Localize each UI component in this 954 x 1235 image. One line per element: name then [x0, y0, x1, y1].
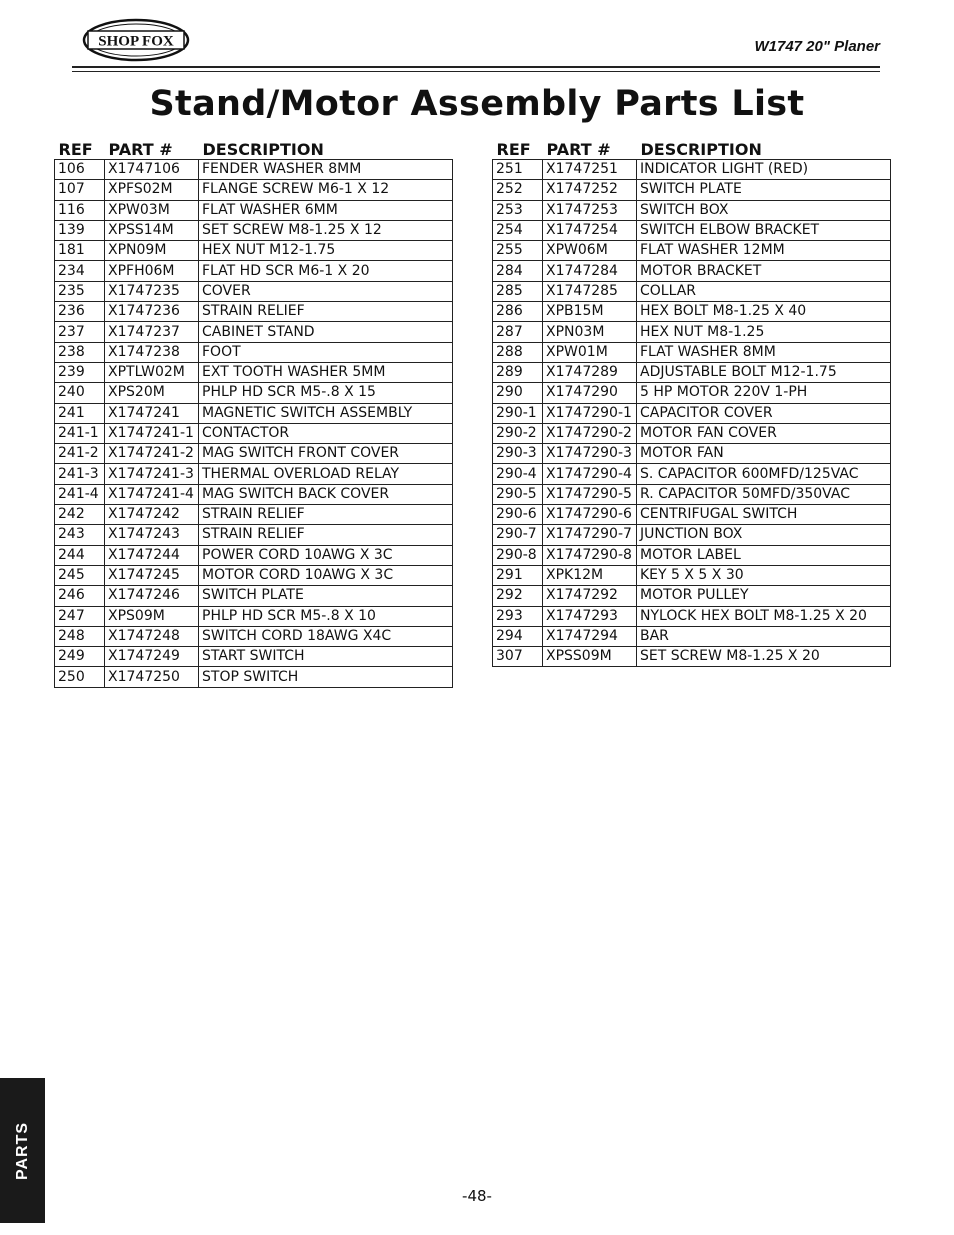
ref-cell: 290-6 — [493, 505, 543, 525]
part-number-cell: XPSS09M — [543, 647, 637, 667]
description-cell: BAR — [637, 626, 891, 646]
part-number-cell: XPS20M — [105, 383, 199, 403]
header-rule — [72, 66, 880, 68]
ref-cell: 290-8 — [493, 545, 543, 565]
description-cell: MAG SWITCH FRONT COVER — [199, 444, 453, 464]
table-header-row — [55, 135, 453, 160]
part-number-cell: X1747290-6 — [543, 505, 637, 525]
part-number-cell: X1747290-5 — [543, 484, 637, 504]
ref-cell: 107 — [55, 180, 105, 200]
part-number-cell: X1747254 — [543, 220, 637, 240]
description-cell: STRAIN RELIEF — [199, 525, 453, 545]
table-row — [493, 241, 891, 261]
ref-cell: 307 — [493, 647, 543, 667]
description-cell: CENTRIFUGAL SWITCH — [637, 505, 891, 525]
part-number-cell: X1747241-4 — [105, 484, 199, 504]
description-cell: MOTOR FAN — [637, 444, 891, 464]
ref-cell: 234 — [55, 261, 105, 281]
table-row — [55, 545, 453, 565]
description-cell: CAPACITOR COVER — [637, 403, 891, 423]
table-row — [55, 606, 453, 626]
page-title: Stand/Motor Assembly Parts List — [149, 84, 805, 124]
part-number-cell: XPW03M — [105, 200, 199, 220]
description-cell: MOTOR FAN COVER — [637, 423, 891, 443]
ref-cell: 294 — [493, 626, 543, 646]
ref-cell: 285 — [493, 281, 543, 301]
table-row — [55, 505, 453, 525]
description-cell: FLAT HD SCR M6-1 X 20 — [199, 261, 453, 281]
table-row — [55, 647, 453, 667]
col-header-part: PART # — [546, 140, 611, 159]
description-cell: COLLAR — [637, 281, 891, 301]
part-number-cell: X1747238 — [105, 342, 199, 362]
description-cell: EXT TOOTH WASHER 5MM — [199, 362, 453, 382]
part-number-cell: X1747290-3 — [543, 444, 637, 464]
description-cell: S. CAPACITOR 600MFD/125VAC — [637, 464, 891, 484]
part-number-cell: XPK12M — [543, 565, 637, 585]
part-number-cell: X1747294 — [543, 626, 637, 646]
description-cell: START SWITCH — [199, 647, 453, 667]
table-row — [493, 281, 891, 301]
part-number-cell: X1747290 — [543, 383, 637, 403]
table-row — [55, 302, 453, 322]
ref-cell: 290-7 — [493, 525, 543, 545]
description-cell: COVER — [199, 281, 453, 301]
table-row — [493, 606, 891, 626]
table-row — [55, 241, 453, 261]
ref-cell: 253 — [493, 200, 543, 220]
ref-cell: 293 — [493, 606, 543, 626]
ref-cell: 290-2 — [493, 423, 543, 443]
description-cell: MOTOR LABEL — [637, 545, 891, 565]
ref-cell: 246 — [55, 586, 105, 606]
table-row — [55, 342, 453, 362]
table-row — [55, 281, 453, 301]
table-row — [493, 180, 891, 200]
description-cell: 5 HP MOTOR 220V 1-PH — [637, 383, 891, 403]
ref-cell: 287 — [493, 322, 543, 342]
logo-badge-icon — [82, 18, 190, 62]
table-row — [55, 423, 453, 443]
description-cell: FLANGE SCREW M6-1 X 12 — [199, 180, 453, 200]
col-header-description: DESCRIPTION — [202, 140, 324, 159]
part-number-cell: X1747290-1 — [543, 403, 637, 423]
table-row — [55, 525, 453, 545]
part-number-cell: X1747285 — [543, 281, 637, 301]
table-row — [55, 444, 453, 464]
description-cell: SET SCREW M8-1.25 X 12 — [199, 220, 453, 240]
ref-cell: 254 — [493, 220, 543, 240]
description-cell: SWITCH ELBOW BRACKET — [637, 220, 891, 240]
table-row — [55, 362, 453, 382]
col-header-ref: REF — [496, 140, 531, 159]
part-number-cell: XPSS14M — [105, 220, 199, 240]
ref-cell: 181 — [55, 241, 105, 261]
ref-cell: 245 — [55, 565, 105, 585]
description-cell: CABINET STAND — [199, 322, 453, 342]
table-header-row — [493, 135, 891, 160]
part-number-cell: X1747245 — [105, 565, 199, 585]
table-row — [55, 403, 453, 423]
part-number-cell: XPW01M — [543, 342, 637, 362]
description-cell: HEX BOLT M8-1.25 X 40 — [637, 302, 891, 322]
table-row — [493, 647, 891, 667]
ref-cell: 239 — [55, 362, 105, 382]
table-row — [55, 667, 453, 687]
part-number-cell: XPTLW02M — [105, 362, 199, 382]
description-cell: STRAIN RELIEF — [199, 505, 453, 525]
part-number-cell: X1747241-2 — [105, 444, 199, 464]
part-number-cell: XPN09M — [105, 241, 199, 261]
table-row — [55, 261, 453, 281]
ref-cell: 243 — [55, 525, 105, 545]
description-cell: MOTOR CORD 10AWG X 3C — [199, 565, 453, 585]
description-cell: ADJUSTABLE BOLT M12-1.75 — [637, 362, 891, 382]
description-cell: R. CAPACITOR 50MFD/350VAC — [637, 484, 891, 504]
ref-cell: 291 — [493, 565, 543, 585]
description-cell: INDICATOR LIGHT (RED) — [637, 160, 891, 180]
ref-cell: 289 — [493, 362, 543, 382]
part-number-cell: XPFH06M — [105, 261, 199, 281]
table-row — [493, 261, 891, 281]
table-row — [493, 362, 891, 382]
description-cell: POWER CORD 10AWG X 3C — [199, 545, 453, 565]
shop-fox-logo — [82, 18, 190, 62]
description-cell: MOTOR PULLEY — [637, 586, 891, 606]
description-cell: KEY 5 X 5 X 30 — [637, 565, 891, 585]
description-cell: MAGNETIC SWITCH ASSEMBLY — [199, 403, 453, 423]
description-cell: STOP SWITCH — [199, 667, 453, 687]
col-header-part: PART # — [108, 140, 173, 159]
ref-cell: 251 — [493, 160, 543, 180]
description-cell: SWITCH CORD 18AWG X4C — [199, 626, 453, 646]
ref-cell: 235 — [55, 281, 105, 301]
description-cell: FLAT WASHER 6MM — [199, 200, 453, 220]
part-number-cell: XPS09M — [105, 606, 199, 626]
part-number-cell: X1747236 — [105, 302, 199, 322]
model-label: W1747 20" Planer — [754, 38, 880, 55]
part-number-cell: X1747290-8 — [543, 545, 637, 565]
ref-cell: 290-5 — [493, 484, 543, 504]
ref-cell: 241-4 — [55, 484, 105, 504]
part-number-cell: X1747253 — [543, 200, 637, 220]
ref-cell: 241-2 — [55, 444, 105, 464]
part-number-cell: X1747249 — [105, 647, 199, 667]
ref-cell: 286 — [493, 302, 543, 322]
ref-cell: 290 — [493, 383, 543, 403]
part-number-cell: X1747241 — [105, 403, 199, 423]
part-number-cell: X1747252 — [543, 180, 637, 200]
description-cell: CONTACTOR — [199, 423, 453, 443]
table-row — [493, 444, 891, 464]
ref-cell: 249 — [55, 647, 105, 667]
part-number-cell: XPN03M — [543, 322, 637, 342]
logo-text: SHOP FOX — [98, 33, 174, 50]
col-header-description: DESCRIPTION — [640, 140, 762, 159]
description-cell: SWITCH PLATE — [637, 180, 891, 200]
ref-cell: 288 — [493, 342, 543, 362]
description-cell: MOTOR BRACKET — [637, 261, 891, 281]
table-row — [55, 464, 453, 484]
part-number-cell: X1747284 — [543, 261, 637, 281]
description-cell: STRAIN RELIEF — [199, 302, 453, 322]
description-cell: HEX NUT M8-1.25 — [637, 322, 891, 342]
description-cell: FOOT — [199, 342, 453, 362]
table-row — [493, 423, 891, 443]
ref-cell: 290-4 — [493, 464, 543, 484]
description-cell: JUNCTION BOX — [637, 525, 891, 545]
part-number-cell: X1747290-2 — [543, 423, 637, 443]
ref-cell: 236 — [55, 302, 105, 322]
table-row — [493, 220, 891, 240]
table-row — [55, 626, 453, 646]
description-cell: MAG SWITCH BACK COVER — [199, 484, 453, 504]
part-number-cell: X1747243 — [105, 525, 199, 545]
part-number-cell: X1747292 — [543, 586, 637, 606]
part-number-cell: X1747290-7 — [543, 525, 637, 545]
ref-cell: 241-3 — [55, 464, 105, 484]
ref-cell: 247 — [55, 606, 105, 626]
part-number-cell: X1747106 — [105, 160, 199, 180]
table-row — [493, 403, 891, 423]
table-row — [493, 586, 891, 606]
table-row — [55, 200, 453, 220]
table-row — [493, 302, 891, 322]
table-row — [55, 383, 453, 403]
table-row — [493, 565, 891, 585]
ref-cell: 242 — [55, 505, 105, 525]
ref-cell: 290-1 — [493, 403, 543, 423]
description-cell: FLAT WASHER 12MM — [637, 241, 891, 261]
ref-cell: 241-1 — [55, 423, 105, 443]
ref-cell: 284 — [493, 261, 543, 281]
description-cell: FENDER WASHER 8MM — [199, 160, 453, 180]
table-row — [493, 322, 891, 342]
part-number-cell: X1747246 — [105, 586, 199, 606]
ref-cell: 241 — [55, 403, 105, 423]
part-number-cell: X1747290-4 — [543, 464, 637, 484]
section-tab-label: PARTS — [13, 1121, 31, 1180]
part-number-cell: X1747293 — [543, 606, 637, 626]
ref-cell: 292 — [493, 586, 543, 606]
table-row — [493, 545, 891, 565]
part-number-cell: X1747251 — [543, 160, 637, 180]
part-number-cell: XPB15M — [543, 302, 637, 322]
part-number-cell: X1747250 — [105, 667, 199, 687]
table-row — [493, 525, 891, 545]
description-cell: PHLP HD SCR M5-.8 X 15 — [199, 383, 453, 403]
ref-cell: 106 — [55, 160, 105, 180]
part-number-cell: XPW06M — [543, 241, 637, 261]
ref-cell: 244 — [55, 545, 105, 565]
ref-cell: 238 — [55, 342, 105, 362]
table-row — [493, 383, 891, 403]
parts-table-left — [54, 135, 453, 688]
ref-cell: 116 — [55, 200, 105, 220]
table-row — [493, 505, 891, 525]
ref-cell: 237 — [55, 322, 105, 342]
table-row — [55, 484, 453, 504]
description-cell: THERMAL OVERLOAD RELAY — [199, 464, 453, 484]
table-row — [493, 484, 891, 504]
table-row — [55, 586, 453, 606]
parts-table-right — [492, 135, 891, 667]
description-cell: PHLP HD SCR M5-.8 X 10 — [199, 606, 453, 626]
table-row — [55, 220, 453, 240]
part-number-cell: X1747244 — [105, 545, 199, 565]
table-row — [493, 342, 891, 362]
table-row — [493, 160, 891, 180]
col-header-ref: REF — [58, 140, 93, 159]
table-row — [55, 180, 453, 200]
page-number: -48- — [462, 1187, 492, 1205]
table-row — [55, 160, 453, 180]
ref-cell: 290-3 — [493, 444, 543, 464]
ref-cell: 250 — [55, 667, 105, 687]
part-number-cell: X1747241-3 — [105, 464, 199, 484]
part-number-cell: X1747242 — [105, 505, 199, 525]
part-number-cell: X1747248 — [105, 626, 199, 646]
header-rule-thin — [72, 71, 880, 72]
ref-cell: 248 — [55, 626, 105, 646]
description-cell: SWITCH PLATE — [199, 586, 453, 606]
ref-cell: 240 — [55, 383, 105, 403]
table-row — [493, 626, 891, 646]
description-cell: SWITCH BOX — [637, 200, 891, 220]
ref-cell: 255 — [493, 241, 543, 261]
description-cell: HEX NUT M12-1.75 — [199, 241, 453, 261]
description-cell: SET SCREW M8-1.25 X 20 — [637, 647, 891, 667]
table-row — [493, 464, 891, 484]
part-number-cell: X1747237 — [105, 322, 199, 342]
description-cell: NYLOCK HEX BOLT M8-1.25 X 20 — [637, 606, 891, 626]
part-number-cell: X1747235 — [105, 281, 199, 301]
ref-cell: 252 — [493, 180, 543, 200]
table-row — [55, 322, 453, 342]
part-number-cell: XPFS02M — [105, 180, 199, 200]
table-row — [55, 565, 453, 585]
part-number-cell: X1747289 — [543, 362, 637, 382]
description-cell: FLAT WASHER 8MM — [637, 342, 891, 362]
table-row — [493, 200, 891, 220]
part-number-cell: X1747241-1 — [105, 423, 199, 443]
ref-cell: 139 — [55, 220, 105, 240]
